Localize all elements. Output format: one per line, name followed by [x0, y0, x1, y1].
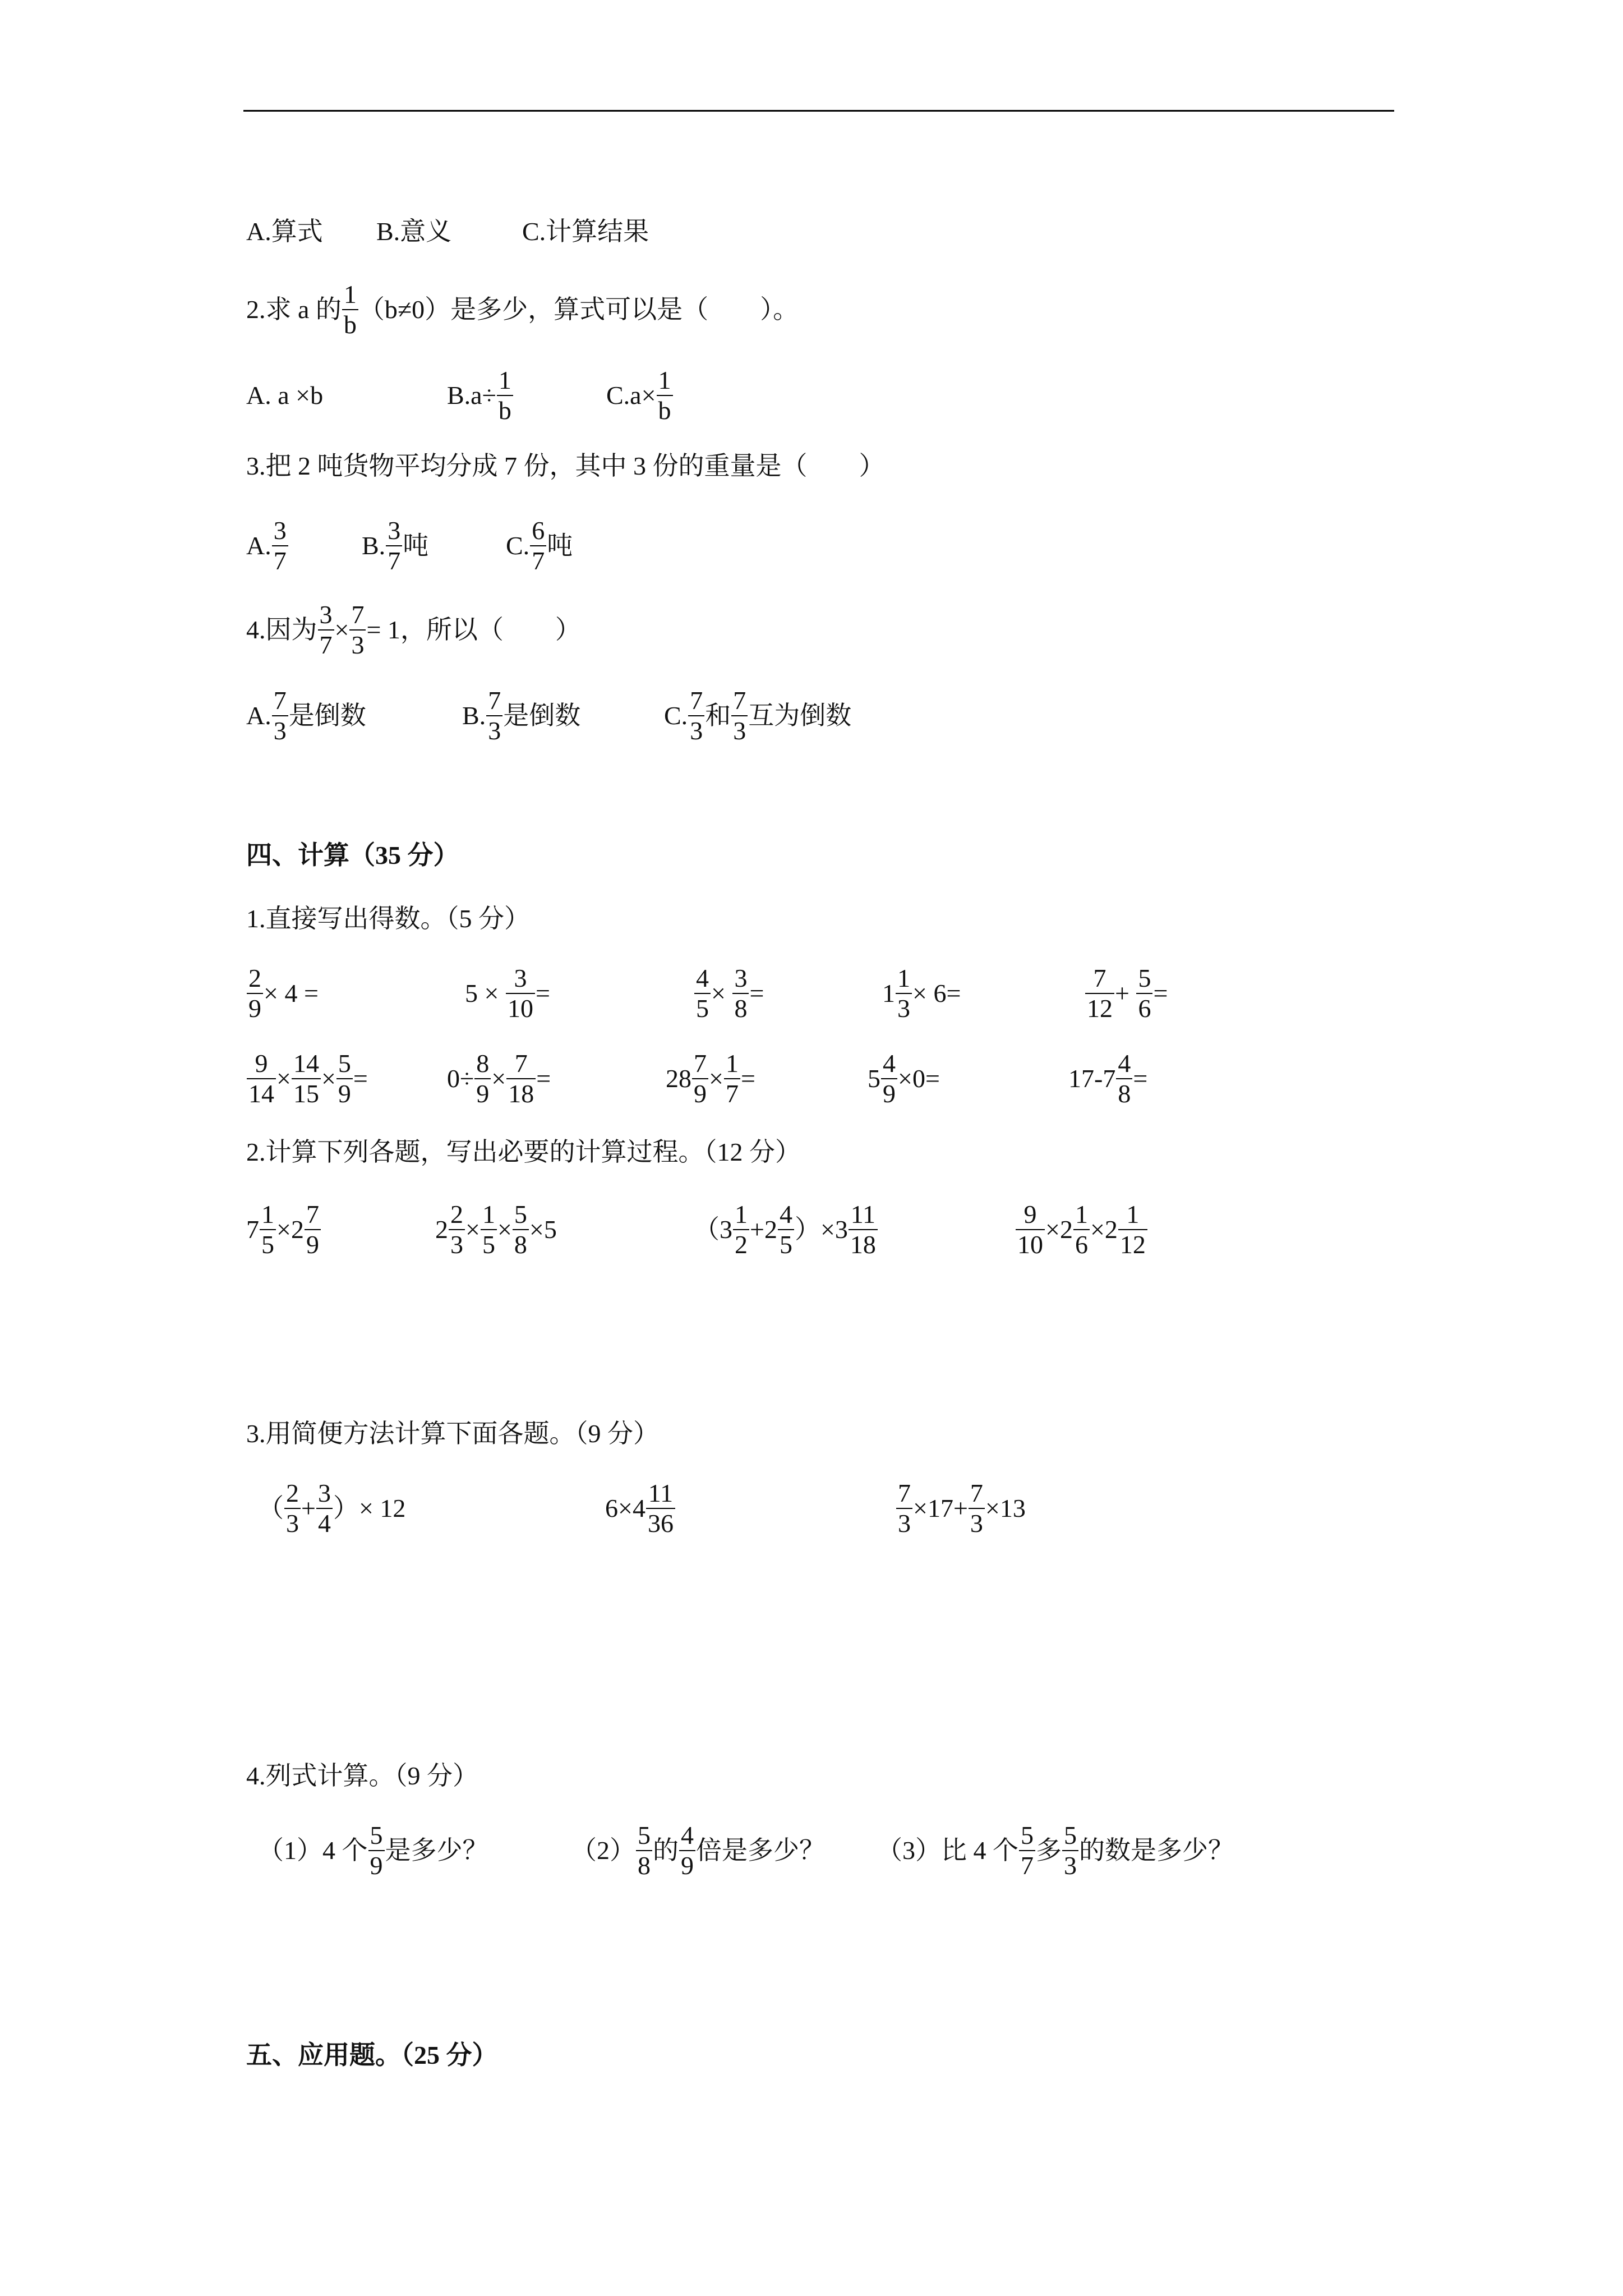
fraction-numerator: 1 [897, 964, 910, 992]
fraction-numerator: 7 [690, 686, 703, 715]
text-run: B.意义 [376, 217, 452, 246]
text-run: ）×3 [794, 1215, 848, 1244]
fraction-numerator: 8 [476, 1049, 490, 1078]
text-run: ×0= [898, 1064, 940, 1093]
text-run: 是倒数 [503, 701, 581, 730]
fraction-numerator: 1 [1126, 1200, 1140, 1228]
fraction-denominator: 5 [779, 1230, 792, 1259]
fraction-denominator: 8 [638, 1851, 651, 1880]
text-run: × [334, 615, 349, 644]
fraction [336, 1049, 353, 1108]
text-run: × 4 = [264, 979, 319, 1007]
fraction-denominator: 3 [690, 716, 703, 745]
q1-option-b [376, 198, 451, 265]
text-run: C.a× [606, 381, 656, 409]
fraction-denominator: 10 [1017, 1230, 1043, 1259]
fraction [1016, 1200, 1045, 1259]
text-run: 的数是多少？ [1079, 1836, 1234, 1865]
text-run: C. [506, 531, 530, 560]
fraction-numerator: 2 [286, 1479, 299, 1507]
text-run: × [709, 1064, 723, 1093]
step-calc-item [694, 1196, 878, 1263]
fraction [732, 964, 749, 1023]
fraction-denominator: 15 [293, 1079, 319, 1108]
text-run: （b≠0）是多少，算式可以是（ ）。 [358, 295, 799, 324]
text-run: ×5 [529, 1215, 557, 1244]
header-rule [243, 110, 1394, 112]
fraction [1116, 1049, 1132, 1108]
fraction-denominator: 7 [319, 631, 333, 659]
fraction-denominator: 6 [1075, 1230, 1088, 1259]
text-run: 6×4 [605, 1494, 645, 1522]
q4-option-a [246, 682, 366, 749]
fraction-numerator: 7 [694, 1049, 707, 1078]
q3-option-c [506, 512, 573, 579]
quick-calc-item [465, 960, 550, 1027]
word-calc-item [571, 1817, 825, 1884]
part1-title: 1.直接写出得数。（5 分） [246, 904, 530, 933]
text-run: ）× 12 [333, 1494, 406, 1522]
text-run: 0÷ [447, 1064, 474, 1093]
step-calc-item [246, 1196, 321, 1263]
text-run: ×2 [1090, 1215, 1118, 1244]
fraction-numerator: 7 [514, 1049, 528, 1078]
step-calc-item [435, 1196, 557, 1263]
part4-title: 4.列式计算。（9 分） [246, 1761, 478, 1790]
fraction-denominator: 6 [1138, 994, 1151, 1023]
fraction [1085, 964, 1114, 1023]
fraction-denominator: 8 [734, 994, 748, 1023]
fraction-numerator: 7 [1093, 964, 1106, 992]
fraction-numerator: 4 [779, 1200, 792, 1228]
text-run: 3.把 2 吨货物平均分成 7 份，其中 3 份的重量是（ ） [246, 452, 885, 480]
text-run: （3 [694, 1215, 732, 1244]
q4-option-b [462, 682, 580, 749]
fraction-numerator: 4 [883, 1049, 896, 1078]
fraction-numerator: 3 [317, 1479, 331, 1507]
text-run: × [497, 1215, 512, 1244]
fraction [1118, 1200, 1147, 1259]
fraction-denominator: 18 [508, 1079, 534, 1108]
text-run: × 6= [912, 979, 961, 1007]
fraction-denominator: 9 [476, 1079, 490, 1108]
fraction [292, 1049, 321, 1108]
text-run: × [711, 979, 732, 1007]
fraction [386, 516, 402, 576]
fraction [368, 1821, 385, 1880]
fraction [881, 1049, 897, 1108]
text-run: + [1115, 979, 1136, 1007]
text-run: = [535, 979, 550, 1007]
text-run: （1）4 个 [258, 1836, 368, 1865]
text-run: 1 [882, 979, 895, 1007]
quick-calc-item [1068, 1045, 1147, 1112]
text-run: 多 [1036, 1836, 1062, 1865]
fraction-numerator: 6 [532, 516, 545, 545]
fraction-numerator: 2 [248, 964, 261, 992]
q4-option-c [664, 682, 851, 749]
fraction-denominator: 8 [1118, 1079, 1131, 1108]
fraction-numerator: 4 [696, 964, 709, 992]
fraction-denominator: 3 [1064, 1851, 1077, 1880]
fraction-denominator: 3 [273, 716, 287, 745]
text-run: A. [246, 531, 271, 560]
text-run: + [301, 1494, 316, 1522]
text-run: = [749, 979, 764, 1007]
text-run: 2 [435, 1215, 448, 1244]
fraction-denominator: 7 [388, 546, 401, 575]
text-run: A. a ×b [246, 381, 324, 409]
word-calc-item [258, 1817, 488, 1884]
fraction [272, 686, 288, 746]
text-run: B. [362, 531, 386, 560]
fraction [733, 1200, 749, 1259]
text-run: +2 [750, 1215, 777, 1244]
fraction-numerator: 7 [970, 1479, 983, 1507]
fraction-denominator: 2 [735, 1230, 748, 1259]
fraction-numerator: 5 [638, 1821, 651, 1849]
text-run: B.a÷ [447, 381, 496, 409]
q1-option-a [246, 198, 323, 265]
text-run: ×13 [985, 1494, 1026, 1522]
fraction-numerator: 1 [261, 1200, 274, 1228]
fraction [731, 686, 748, 746]
fraction-denominator: 7 [532, 546, 545, 575]
fraction [969, 1479, 985, 1538]
fraction-denominator: 9 [370, 1851, 383, 1880]
q2-option-b [447, 362, 514, 429]
text-run: 2.求 a 的 [246, 295, 342, 324]
fraction-numerator: 3 [388, 516, 401, 545]
q2-option-c [606, 362, 674, 429]
fraction [694, 964, 711, 1023]
fraction [497, 366, 513, 425]
text-run: 倍是多少？ [696, 1836, 825, 1865]
fraction-numerator: 1 [725, 1049, 739, 1078]
fraction-numerator: 5 [1021, 1821, 1034, 1849]
q3-option-a [246, 512, 289, 579]
text-run: 和 [705, 701, 731, 730]
fraction-denominator: 5 [482, 1230, 495, 1259]
fraction-denominator: 4 [317, 1509, 331, 1538]
fraction-numerator: 5 [1138, 964, 1151, 992]
fraction [636, 1821, 652, 1880]
fraction-numerator: 2 [450, 1200, 463, 1228]
fraction-numerator: 5 [338, 1049, 351, 1078]
text-run: = [1153, 979, 1168, 1007]
fraction-numerator: 5 [1064, 1821, 1077, 1849]
text-run: = [740, 1064, 755, 1093]
fraction [316, 1479, 333, 1538]
text-run: 吨 [403, 531, 429, 560]
quick-calc-item [882, 960, 961, 1027]
q1-option-c [522, 198, 649, 265]
fraction [506, 964, 535, 1023]
part3-title: 3.用简便方法计算下面各题。（9 分） [246, 1419, 659, 1448]
quick-calc-item [447, 1045, 551, 1112]
fraction-denominator: 3 [450, 1230, 463, 1259]
text-run: ×2 [1045, 1215, 1073, 1244]
fraction-denominator: 3 [970, 1509, 983, 1538]
q4-stem [246, 596, 581, 664]
fraction [657, 366, 673, 425]
fraction [486, 686, 502, 746]
word-calc-item [877, 1817, 1234, 1884]
text-run: 7 [246, 1215, 259, 1244]
fraction [260, 1200, 276, 1259]
fraction-denominator: 7 [273, 546, 287, 575]
step-calc-item [1015, 1196, 1148, 1263]
fraction-denominator: 10 [507, 994, 533, 1023]
fraction-denominator: 3 [286, 1509, 299, 1538]
fraction-denominator: 9 [694, 1079, 707, 1108]
fraction-denominator: 7 [1021, 1851, 1034, 1880]
fraction-denominator: 9 [306, 1230, 319, 1259]
fraction-denominator: 3 [488, 716, 501, 745]
fraction-numerator: 7 [306, 1200, 319, 1228]
fraction-numerator: 7 [898, 1479, 911, 1507]
quick-calc-item [868, 1045, 940, 1112]
text-run: （3）比 4 个 [877, 1836, 1018, 1865]
simplify-calc-item [258, 1475, 405, 1542]
fraction [506, 1049, 536, 1108]
fraction [1073, 1200, 1090, 1259]
simplify-calc-item [896, 1475, 1026, 1542]
fraction-denominator: 12 [1087, 994, 1113, 1023]
fraction [449, 1200, 465, 1259]
text-run: × [465, 1215, 480, 1244]
fraction-numerator: 7 [351, 600, 365, 629]
fraction-numerator: 4 [1118, 1049, 1131, 1078]
text-run: 吨 [547, 531, 573, 560]
text-run: 5 × [465, 979, 505, 1007]
fraction [481, 1200, 497, 1259]
fraction [679, 1821, 695, 1880]
fraction [513, 1200, 529, 1259]
fraction-denominator: 3 [897, 994, 910, 1023]
fraction-numerator: 7 [488, 686, 501, 715]
fraction-numerator: 1 [343, 280, 357, 309]
text-run: C.计算结果 [522, 217, 649, 246]
fraction [318, 600, 334, 660]
q2-option-a [246, 362, 323, 429]
q3-stem [246, 432, 885, 500]
text-run: A.算式 [246, 217, 323, 246]
fraction [1019, 1821, 1035, 1880]
fraction [247, 964, 263, 1023]
fraction-denominator: b [498, 396, 511, 425]
fraction-numerator: 1 [1075, 1200, 1088, 1228]
text-run: = [536, 1064, 551, 1093]
quick-calc-item [246, 960, 319, 1027]
fraction-denominator: 7 [725, 1079, 739, 1108]
section-title-calculation: 四、计算（35 分） [246, 841, 459, 869]
text-run: 4.因为 [246, 615, 317, 644]
fraction-denominator: 9 [883, 1079, 896, 1108]
fraction-denominator: 9 [338, 1079, 351, 1108]
fraction-denominator: 5 [696, 994, 709, 1023]
text-run: = [1133, 1064, 1148, 1093]
fraction-numerator: 4 [681, 1821, 694, 1849]
fraction-denominator: b [343, 310, 357, 339]
text-run: 28 [666, 1064, 691, 1093]
fraction-numerator: 11 [850, 1200, 876, 1228]
fraction [688, 686, 704, 746]
fraction-numerator: 9 [1023, 1200, 1037, 1228]
fraction-numerator: 5 [370, 1821, 383, 1849]
text-run: × [276, 1064, 291, 1093]
fraction-numerator: 11 [648, 1479, 674, 1507]
fraction-denominator: 12 [1119, 1230, 1146, 1259]
quick-calc-item [694, 960, 764, 1027]
text-run: = [353, 1064, 368, 1093]
fraction-denominator: 36 [647, 1509, 674, 1538]
fraction-denominator: b [658, 396, 671, 425]
fraction [778, 1200, 794, 1259]
fraction [530, 516, 546, 576]
fraction-numerator: 3 [514, 964, 527, 992]
text-run: 是倒数 [288, 701, 366, 730]
fraction-denominator: 9 [681, 1851, 694, 1880]
fraction-numerator: 1 [735, 1200, 748, 1228]
fraction [349, 600, 366, 660]
quick-calc-item [1085, 960, 1168, 1027]
fraction-denominator: 3 [351, 631, 365, 659]
fraction [284, 1479, 301, 1538]
fraction-numerator: 3 [319, 600, 333, 629]
q3-option-b [362, 512, 428, 579]
quick-calc-item [246, 1045, 368, 1112]
fraction-denominator: 9 [248, 994, 261, 1023]
text-run: 的 [653, 1836, 679, 1865]
fraction [849, 1200, 878, 1259]
fraction-numerator: 1 [658, 366, 671, 394]
fraction [724, 1049, 740, 1108]
fraction [646, 1479, 675, 1538]
text-run: ×2 [276, 1215, 304, 1244]
fraction-denominator: 3 [898, 1509, 911, 1538]
text-run: 5 [868, 1064, 880, 1093]
text-run: 17-7 [1068, 1064, 1116, 1093]
fraction-numerator: 3 [734, 964, 748, 992]
fraction [247, 1049, 276, 1108]
text-run: 互为倒数 [748, 701, 852, 730]
section-title-application: 五、应用题。（25 分） [246, 2041, 498, 2069]
text-run: A. [246, 701, 271, 730]
text-run: （ [258, 1494, 284, 1522]
fraction-numerator: 1 [498, 366, 511, 394]
fraction [474, 1049, 491, 1108]
fraction-denominator: 8 [514, 1230, 527, 1259]
fraction-numerator: 1 [482, 1200, 495, 1228]
fraction-numerator: 7 [733, 686, 746, 715]
fraction-numerator: 7 [273, 686, 287, 715]
fraction [305, 1200, 321, 1259]
fraction [342, 280, 358, 339]
text-run: B. [462, 701, 486, 730]
fraction-denominator: 3 [733, 716, 746, 745]
part2-title: 2.计算下列各题，写出必要的计算过程。（12 分） [246, 1138, 801, 1166]
text-run: × [491, 1064, 506, 1093]
text-run: ×17+ [913, 1494, 968, 1522]
fraction [1136, 964, 1152, 1023]
text-run: = 1，所以（ ） [366, 615, 581, 644]
text-run: （2） [571, 1836, 635, 1865]
text-run: 是多少？ [385, 1836, 488, 1865]
fraction-numerator: 9 [255, 1049, 268, 1078]
fraction-denominator: 18 [850, 1230, 876, 1259]
fraction-numerator: 14 [293, 1049, 319, 1078]
text-run: C. [664, 701, 688, 730]
fraction-numerator: 5 [514, 1200, 527, 1228]
simplify-calc-item [605, 1475, 676, 1542]
fraction-denominator: 14 [248, 1079, 274, 1108]
fraction-numerator: 3 [273, 516, 287, 545]
fraction [692, 1049, 708, 1108]
fraction [1062, 1821, 1078, 1880]
fraction [896, 1479, 912, 1538]
fraction [896, 964, 912, 1023]
fraction [272, 516, 288, 576]
text-run: × [321, 1064, 336, 1093]
fraction-denominator: 5 [261, 1230, 274, 1259]
q2-stem [246, 276, 799, 343]
quick-calc-item [666, 1045, 755, 1112]
